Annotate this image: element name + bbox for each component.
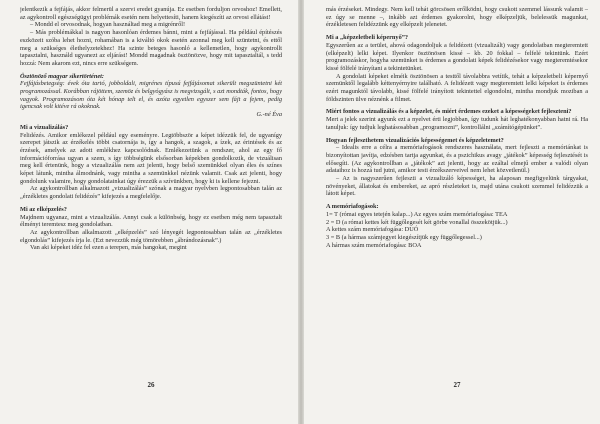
section-heading: Mi a vizualizálás? — [20, 123, 69, 131]
section-heading: Mi az elképzelés? — [20, 205, 67, 213]
list-item: 1= T (római egyes tetején kalap...) Az egyes szám memóriafogása: TEA — [326, 210, 508, 218]
paragraph: Majdnem ugyanaz, mint a vizualizálás. Annyi csak a különbség, hogy ez esetben még nem tapasztalt élményt teremtesz meg gondolatban. — [20, 213, 282, 229]
paragraph: jelentkezik a fejfájás, akkor felmerül a szervi eredet gyanúja. Ez esetben forduljon orvoshoz! Emellett, az agykontroll egészségügyi problémák esetén nem helyettesíti, hanem kiegészíti az orvosi ellátást! — [20, 6, 282, 21]
left-page — [20, 6, 282, 410]
paragraph: Egyszerűen az a terület, ahová odagondoljuk a felidézett (vizualizált) vagy gondolatban megteremtett (elképzelt) lelki képet. Ilyenkor ösztönösen kissé – kb. 20 fokkal – felfelé tekintünk. Ezért programozáskor, hogyha szemünket is érdemes a gondolati képek felidézésekor vagy megteremtésekor kissé fölfelé irányítani a tekintetünket. — [326, 41, 588, 72]
section-heading: Mi a „képzeletbeli képernyő”? — [326, 34, 409, 42]
paragraph: Mert a jelek szerint agyunk ezt a nyelvet érti legjobban, így tudunk hát leghatékonyabban hatni rá. Ha tanuljuk: így tudjuk leghatásosabban „programozni”, kontrollálni „számítógépünket”. — [326, 116, 588, 131]
paragraph: – Az is nagyszerűen fejleszti a vizualizáló képességet, ha alaposan megfigyelünk tárgyakat, növényeket, állatokat és embereket, az apró részleteket is, majd utána csukott szemmel felidézzük a látott képet. — [326, 175, 588, 198]
paragraph: Van aki képeket idéz fel ezen a terepen, más hangokat, megint — [30, 244, 187, 252]
paragraph: Az agykontrollban alkalmazott „elképzelés” szó lényegét legpontosabban talán az „érzékletes elgondolás” kifejezés írja le. (Ezt nevezzük még tömörebben „ábrándozásnak”.) — [20, 228, 282, 244]
paragraph: – Idealis erre a célra a memóriafogások rendszeres használata, mert fejleszti a memóriánkat is bizonyítottan javítja, edzésben tartja agyunkat, és a pszichikus avagy „játékok” képesség fejlesztését is elősegíti. (Az agykontrollban a „játékok” azt jelenti, hogy az ezáltal elmejű ember a valódi olyan adataihoz is hozzá tud jutni, amikor testi érzékszerveivel nem lehet közvetlenül.) — [326, 144, 588, 175]
paragraph: – Mondd el orvosodnak, hogyan használtad meg a migrénről! — [30, 21, 186, 29]
paragraph: Az agykontrollban alkalmazott „vizualizálás” szónak a magyar nyelvben legpontosabban talán az „érzékletes gondolati felidézés” kifejezés a megfelelője. — [20, 185, 282, 201]
section-heading: Miért fontos a vizualizálás és a képzelet, és miért érdemes ezeket a képességeket fejleszteni? — [326, 108, 572, 116]
list-item: A kettes szám memóriafogása: DUÓ — [326, 226, 419, 234]
testimonial-quote: Fejfájásbetegség: évek óta tartó, jobboldali, migrénes típusú fejfájásomat sikerült megszüntetni két programozással. Korábban rájöttem, szemöz és belgyógyász is megvizsgált, s azt mondták, fontos, hogy vagyok. Programozásom óta két hónap telt el, és azóta egyetlen egyszer sem fájt a fejem, pedig igencsak volt kitéve rá okoknak. — [20, 80, 282, 111]
section-heading: Ösztönöző magyar sikertörténet: — [20, 72, 104, 80]
book-gutter — [298, 0, 304, 424]
page-number: 26 — [147, 381, 155, 389]
page-number: 27 — [453, 381, 461, 389]
right-page — [326, 6, 588, 410]
section-heading: Hogyan fejleszthetem vizualizációs képességemet és képzeletemet? — [326, 136, 504, 144]
list-item: 2 = D (a római kettes két függőlegesét két görbe vonallal összekötjük...) — [326, 218, 508, 226]
paragraph: – Más problémákkal is nagyon hasonlóan érdemes bánni, mint a fejfájással. Ha például építészés eszközeit szóba lehet hozni, rohamában is a kiváltó okok esetén azonnal meg kell szüntetni, és ettől meg a szükséges élethelyzetekhez! Ha szinte beteges hasonló a kellemetlen, hogy agykontrollt tapasztalni, használd ugyanezt az eljárást! Mondd magadnak ösztönözve, hogy mit tapasztaltál, s tedd hozzá: Nem akarom ezt, nincs erre szükségem. — [20, 29, 282, 67]
section-heading: A memóriafogások: — [326, 203, 379, 211]
list-item: 3 = B (a hármas számjegyet kiegészítjük egy függőlegessel...) — [326, 233, 482, 241]
paragraph: A gondolati képeket elméik ösztönösen a testtől távolabbra vetítik, tehát a képzeletbeli képernyő szemünktől legalább kéttenyérnyire található. A felidézett vagy megteremtett lelki képeket is érdemes ezért magunktól távolabb, kissé fölfelé irányított tekintettel elgondolni, mintha mondjuk moziban a földszinten ülve néznénk a filmet. — [326, 72, 588, 103]
paragraph: más érzéseket. Mindegy. Nem kell tehát görcsösen erőlködni, hogy csukott szemmel lássunk valamit – ez úgy se menne –, inkább azt érdemes gyakorolni, hogy elképzeljük, belelessük magunkat, érzékletesen felidézzünk egy elképzelt jelenetet. — [326, 6, 588, 29]
paragraph: Felidézés. Amikor emlékezel például egy eseményre. Legtöbbször a képet idézzük fel, de ugyanígy szerepet játszik az érzékelés többi csatornája is, így a hangok, a szagok, a ízek, az érintések és az érzések, amelyek az adott emlékhez kapcsolódnak. Emlékezetünk a rendszer, ahol az egy fő információforrása ugyan a szem, s így többségünk elsősorban képekben gondolkozik, de vizuálisan meg kell értenünk, hogy a vizualizálás nem azt jelenti, hogy belső szemünkkel olyan éles és színes képet látunk, mintha álmodnánk, vagy mintha a szemünkkel nézünk valamit. Csak azt jelenti, hogy gondolunk valamire, hogy gondolatainkat úgy érezzük a szívünkben, hogy ki is kellene fejezni. — [20, 131, 282, 185]
testimonial-signature: G.-né Éva — [256, 111, 282, 119]
list-item: A hármas szám memóriafogása: BOA — [326, 241, 422, 249]
